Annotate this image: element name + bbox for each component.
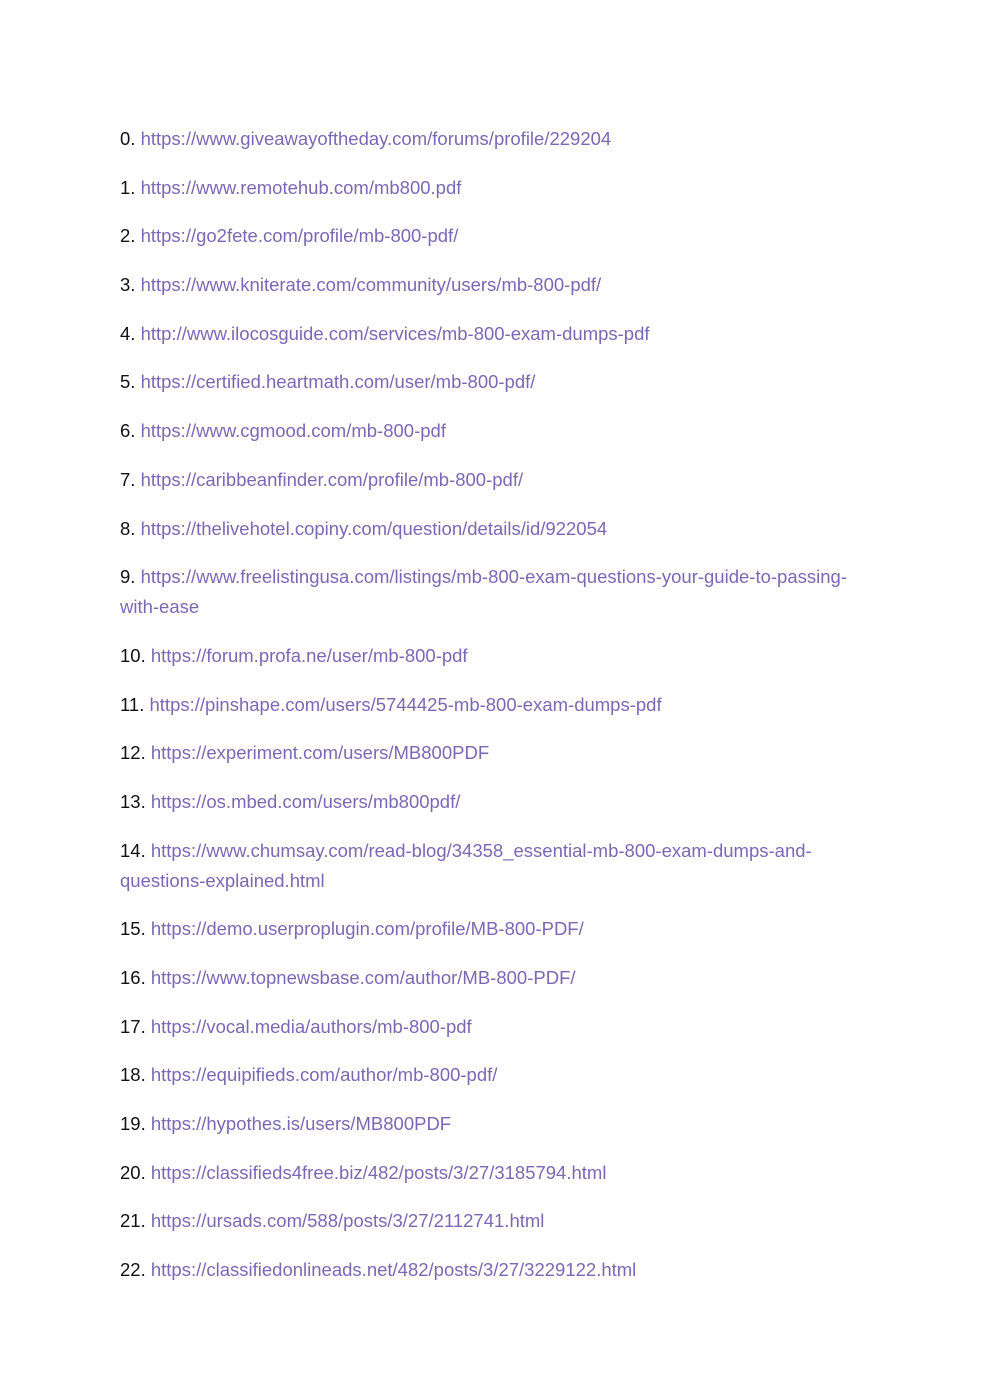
item-number: 13. <box>120 790 146 812</box>
list-item <box>120 319 860 349</box>
item-link[interactable]: https://vocal.media/authors/mb-800-pdf <box>150 1015 472 1037</box>
item-link[interactable]: https://classifiedonlineads.net/482/posts/3/27/3229122.html <box>150 1259 637 1281</box>
item-number: 17. <box>120 1015 146 1037</box>
link-list <box>120 124 860 1285</box>
item-number: 6. <box>120 420 136 442</box>
list-item <box>120 690 860 720</box>
item-link[interactable]: https://os.mbed.com/users/mb800pdf/ <box>150 790 461 812</box>
list-item <box>120 465 860 495</box>
item-number: 0. <box>120 128 136 149</box>
item-link[interactable]: https://hypothes.is/users/MB800PDF <box>150 1113 452 1135</box>
list-item <box>120 514 860 544</box>
item-link[interactable]: http://www.ilocosguide.com/services/mb-800-exam-dumps-pdf <box>140 322 650 344</box>
item-link[interactable]: https://www.remotehub.com/mb800.pdf <box>140 176 462 198</box>
item-number: 16. <box>120 967 146 988</box>
list-item <box>120 270 860 300</box>
list-item <box>120 1158 860 1188</box>
item-number: 9. <box>120 566 136 588</box>
list-item <box>120 221 860 251</box>
list-item <box>120 1206 860 1236</box>
item-link[interactable]: https://www.chumsay.com/read-blog/34358_essential-mb-800-exam-dumps-and-questions-explained.html <box>120 839 812 891</box>
item-link[interactable]: https://equipifieds.com/author/mb-800-pdf/ <box>150 1064 498 1086</box>
item-number: 22. <box>120 1259 146 1281</box>
item-number: 21. <box>120 1210 146 1232</box>
item-number: 4. <box>120 322 136 344</box>
list-item <box>120 367 860 397</box>
item-link[interactable]: https://www.freelistingusa.com/listings/mb-800-exam-questions-your-guide-to-passing-with-ease <box>120 566 847 618</box>
item-number: 20. <box>120 1161 146 1183</box>
list-item <box>120 787 860 817</box>
list-item <box>120 1012 860 1042</box>
item-number: 7. <box>120 468 136 490</box>
list-item <box>120 124 860 154</box>
item-number: 11. <box>120 693 145 715</box>
item-number: 2. <box>120 225 136 247</box>
item-number: 10. <box>120 644 146 666</box>
item-number: 8. <box>120 517 136 539</box>
list-item <box>120 836 860 896</box>
item-number: 15. <box>120 918 146 940</box>
item-number: 18. <box>120 1064 146 1086</box>
item-link[interactable]: https://www.kniterate.com/community/users/mb-800-pdf/ <box>140 274 602 296</box>
list-item <box>120 1255 860 1285</box>
list-item <box>120 1109 860 1139</box>
list-item <box>120 562 860 622</box>
list-item <box>120 173 860 203</box>
list-item <box>120 1060 860 1090</box>
item-link[interactable]: https://certified.heartmath.com/user/mb-800-pdf/ <box>140 371 536 393</box>
item-link[interactable]: https://www.cgmood.com/mb-800-pdf <box>140 420 446 442</box>
item-link[interactable]: https://demo.userproplugin.com/profile/MB-800-PDF/ <box>150 918 584 940</box>
item-link[interactable]: https://www.topnewsbase.com/author/MB-800-PDF/ <box>150 967 576 988</box>
item-number: 12. <box>120 742 146 764</box>
item-link[interactable]: https://thelivehotel.copiny.com/question/details/id/922054 <box>140 517 608 539</box>
item-link[interactable]: https://go2fete.com/profile/mb-800-pdf/ <box>140 225 459 247</box>
item-link[interactable]: https://classifieds4free.biz/482/posts/3/27/3185794.html <box>150 1161 607 1183</box>
list-item <box>120 641 860 671</box>
item-number: 14. <box>120 839 146 861</box>
item-link[interactable]: https://experiment.com/users/MB800PDF <box>150 742 490 764</box>
document-page <box>120 124 860 1304</box>
item-link[interactable]: https://pinshape.com/users/5744425-mb-800-exam-dumps-pdf <box>149 693 662 715</box>
item-link[interactable]: https://forum.profa.ne/user/mb-800-pdf <box>150 644 468 666</box>
list-item <box>120 738 860 768</box>
item-number: 1. <box>120 176 136 198</box>
list-item <box>120 914 860 944</box>
item-number: 3. <box>120 274 136 296</box>
item-link[interactable]: https://caribbeanfinder.com/profile/mb-800-pdf/ <box>140 468 524 490</box>
item-number: 19. <box>120 1113 146 1135</box>
list-item <box>120 416 860 446</box>
item-link[interactable]: https://ursads.com/588/posts/3/27/2112741.html <box>150 1210 545 1232</box>
item-number: 5. <box>120 371 136 393</box>
item-link[interactable]: https://www.giveawayoftheday.com/forums/profile/229204 <box>140 128 612 149</box>
list-item <box>120 963 860 993</box>
